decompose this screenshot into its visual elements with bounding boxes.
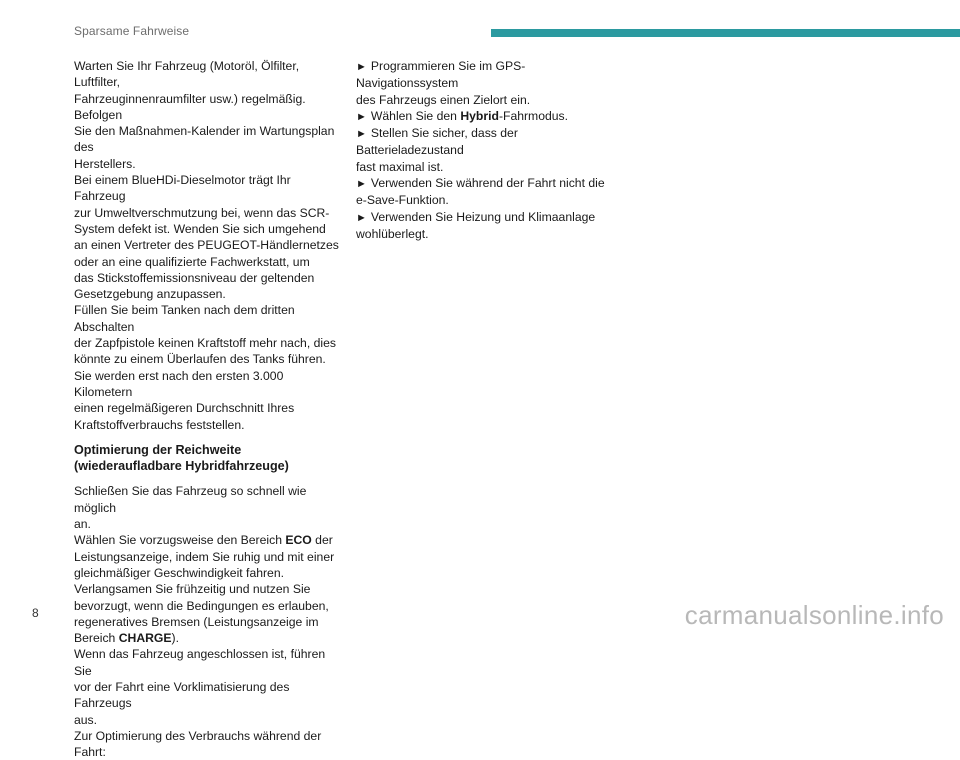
page-header-title: Sparsame Fahrweise bbox=[74, 24, 190, 38]
hybrid-keyword: Hybrid bbox=[460, 108, 499, 123]
bullet-climate bbox=[356, 209, 626, 243]
bullet-hybrid-text-after: -Fahrmodus. bbox=[498, 108, 569, 123]
section-heading: Optimierung der Reichweite (wiederaufladbare Hybridfahrzeuge) bbox=[74, 442, 289, 474]
consumption-paragraph: Sie werden erst nach den ersten 3.000 Kilometern einen regelmäßigeren Durchschnitt Ihres Kraftstoffverbrauchs feststellen. bbox=[74, 368, 295, 432]
optimization-intro: Zur Optimierung des Verbrauchs während der Fahrt: bbox=[74, 728, 322, 760]
bullet-hybrid-text-before: Wählen Sie den bbox=[370, 108, 461, 123]
regen-text-before: Verlangsamen Sie frühzeitig und nutzen Sie bevorzugt, wenn die Bedingungen es erlauben, regeneratives Bremsen (Leistungsanzeige im Bereich bbox=[74, 582, 329, 646]
eco-paragraph bbox=[74, 532, 344, 581]
bullet-navigation-text: Programmieren Sie im GPS-Navigationssystem des Fahrzeugs einen Zielort ein. bbox=[356, 59, 531, 107]
watermark-text: carmanualsonline.info bbox=[684, 600, 944, 630]
eco-text-after: der Leistungsanzeige, indem Sie ruhig und mit einer gleichmäßiger Geschwindigkeit fahren. bbox=[74, 533, 335, 580]
bullet-hybrid-mode bbox=[356, 108, 626, 125]
bullet-arrow-icon: ► bbox=[356, 211, 367, 224]
bullet-battery bbox=[356, 125, 626, 175]
bullet-esave bbox=[356, 175, 626, 209]
eco-keyword: ECO bbox=[285, 533, 312, 548]
header-accent-bar bbox=[491, 29, 960, 37]
bluehdi-paragraph: Bei einem BlueHDi-Dieselmotor trägt Ihr Fahrzeug zur Umweltverschmutzung bei, wenn das SCR- System defekt ist. Wenden Sie sich umgehend an einen Vertreter des PEUGEOT-Händlernetzes oder an eine qualifizierte Fachwerkstatt, um das Stickstoffemissionsniveau der geltenden Gesetzgebung anzupassen. bbox=[74, 173, 339, 302]
bullet-arrow-icon: ► bbox=[356, 61, 367, 73]
bullet-navigation bbox=[356, 58, 626, 108]
page-number: 8 bbox=[32, 606, 39, 620]
bullet-arrow-icon: ► bbox=[356, 178, 367, 191]
regen-paragraph bbox=[74, 581, 344, 646]
connect-paragraph: Schließen Sie das Fahrzeug so schnell wie möglich an. bbox=[74, 484, 307, 532]
bullet-esave-text: Verwenden Sie während der Fahrt nicht die e-Save-Funktion. bbox=[356, 176, 605, 208]
regen-text-after: ). bbox=[171, 631, 179, 646]
eco-text-before: Wählen Sie vorzugsweise den Bereich bbox=[74, 533, 286, 548]
bullet-climate-text: Verwenden Sie Heizung und Klimaanlage wohlüberlegt. bbox=[356, 209, 596, 241]
left-column bbox=[74, 58, 344, 760]
bullet-arrow-icon: ► bbox=[356, 110, 367, 123]
charge-keyword: CHARGE bbox=[118, 631, 172, 646]
bullet-arrow-icon: ► bbox=[356, 128, 367, 141]
right-column bbox=[356, 58, 626, 242]
bullet-battery-text: Stellen Sie sicher, dass der Batterieladezustand fast maximal ist. bbox=[356, 126, 518, 174]
refuelling-paragraph: Füllen Sie beim Tanken nach dem dritten Abschalten der Zapfpistole keinen Kraftstoff mehr nach, dies könnte zu einem Überlaufen des Tanks führen. bbox=[74, 303, 336, 367]
preconditioning-paragraph: Wenn das Fahrzeug angeschlossen ist, führen Sie vor der Fahrt eine Vorklimatisierung des Fahrzeugs aus. bbox=[74, 647, 326, 727]
maintenance-paragraph: Warten Sie Ihr Fahrzeug (Motoröl, Ölfilter, Luftfilter, Fahrzeuginnenraumfilter usw.) regelmäßig. Befolgen Sie den Maßnahmen-Kalender im Wartungsplan des Herstellers. bbox=[74, 59, 335, 171]
